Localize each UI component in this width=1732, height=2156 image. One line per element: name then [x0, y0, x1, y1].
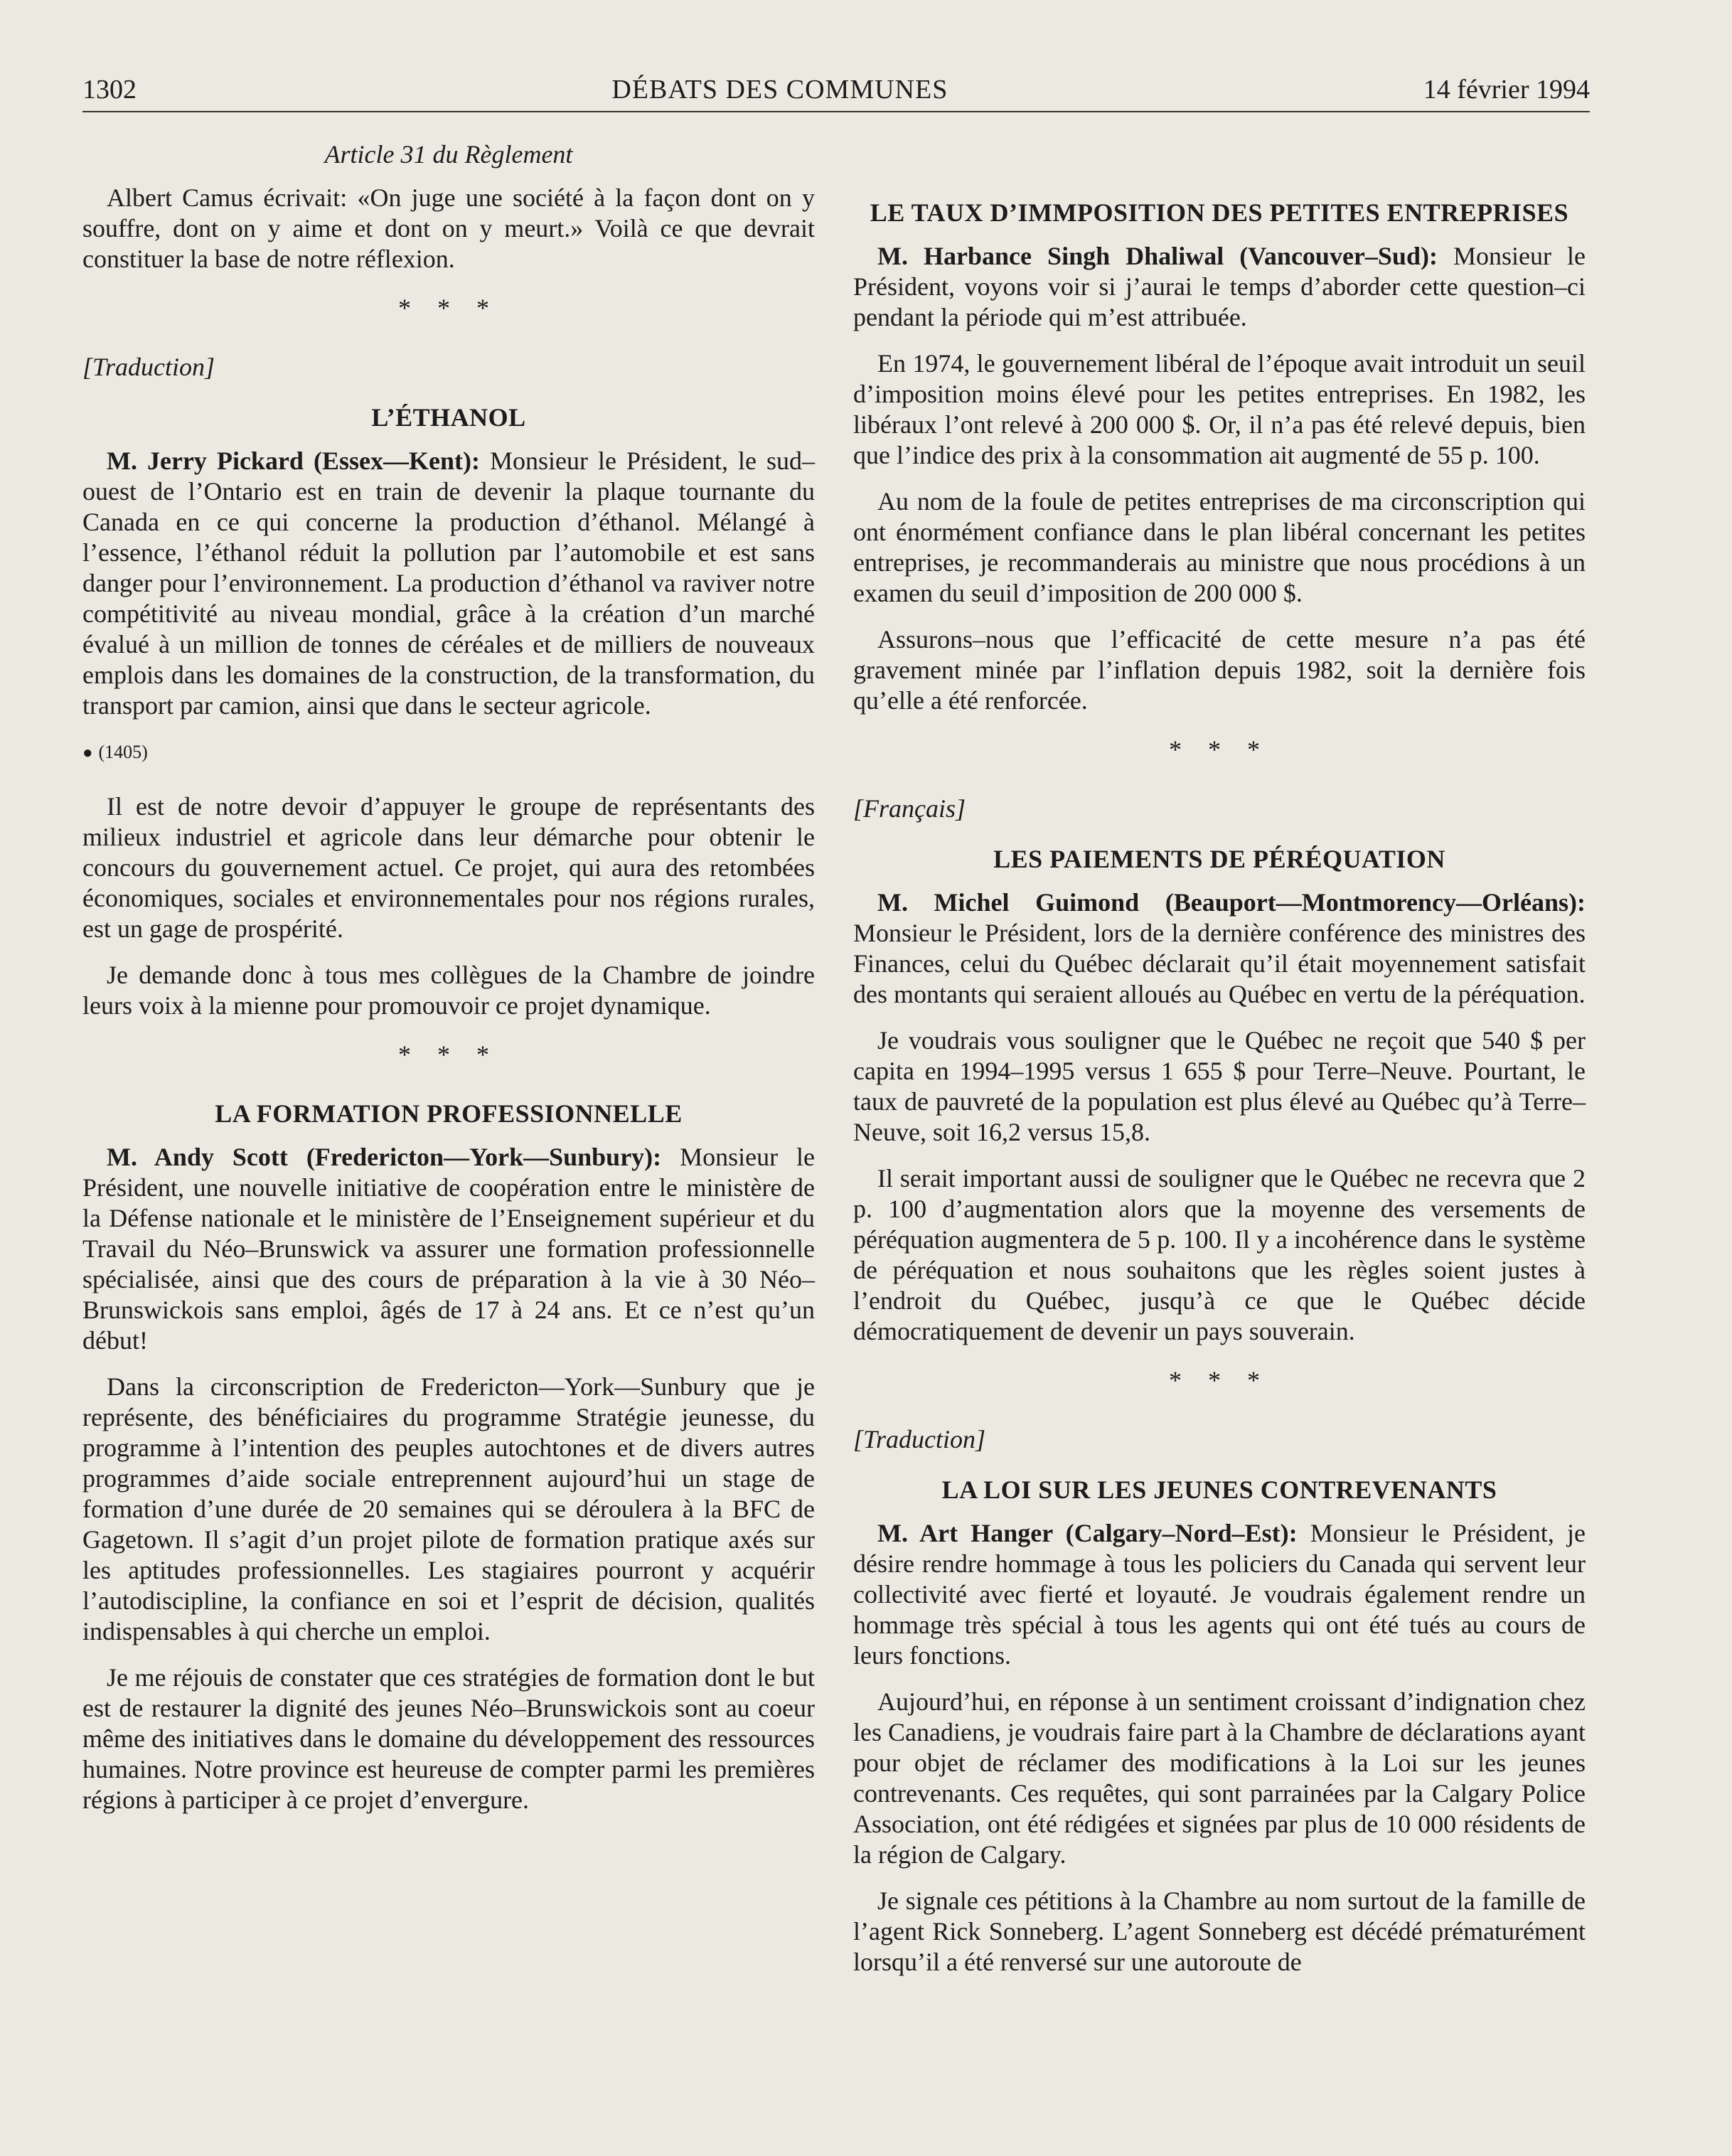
- section-separator: * * *: [398, 294, 499, 322]
- speaker-name: M. Jerry Pickard (Essex—Kent):: [107, 447, 480, 475]
- section-separator: * * *: [1169, 735, 1270, 764]
- page-number: 1302: [82, 75, 137, 105]
- paragraph: Au nom de la foule de petites entreprises de ma circonscription qui ont énormément confiance dans le plan libéral concernant les petites entreprises, je recommanderais au ministre que nous procédions à un examen du seuil d’imposition de 200 000 $.: [853, 487, 1586, 607]
- paragraph: Je signale ces pétitions à la Chambre au nom surtout de la famille de l’agent Rick Sonneberg. L’agent Sonneberg est décédé prématurément lorsqu’il a été renversé sur une autoroute de: [853, 1886, 1586, 1976]
- rule-label: Article 31 du Règlement: [324, 140, 573, 169]
- paragraph: Dans la circonscription de Fredericton—York—Sunbury que je représente, des bénéficiaires du programme Stratégie jeunesse, du programme à l’intention des peuples autochtones et de divers autres programmes d’aide sociale entreprennent aujourd’hui un stage de formation d’une durée de 20 semaines qui se déroulera à la BFC de Gagetown. Il s’agit d’un projet pilote de formation pratique axés sur les aptitudes professionnelles. Les stagiaires pourront y acquérir l’autodiscipline, la confiance en soi et l’esprit de décision, qualités indispensables à qui cherche un emploi.: [82, 1372, 815, 1645]
- statement-text: Monsieur le Président, je désire rendre hommage à tous les policiers du Canada qui servent leur collectivité avec fierté et loyauté. Je voudrais également rendre un hommage très spécial à tous les agents qui ont été tués au cours de leurs fonctions.: [853, 1519, 1586, 1670]
- speaker-name: M. Harbance Singh Dhaliwal (Vancouver–Sud):: [877, 242, 1438, 270]
- paragraph: Assurons–nous que l’efficacité de cette mesure n’a pas été gravement minée par l’inflation depuis 1982, soit la dernière fois qu’elle a été renforcée.: [853, 625, 1586, 715]
- paragraph: [853, 1518, 1586, 1671]
- paragraph: Albert Camus écrivait: «On juge une société à la façon dont on y souffre, dont on y aime et dont on y meurt.» Voilà ce que devrait constituer la base de notre réflexion.: [82, 183, 815, 273]
- paragraph: Il est de notre devoir d’appuyer le groupe de représentants des milieux industriel et agricole dans leur démarche pour obtenir le concours du gouvernement actuel. Ce projet, qui aura des retombées économiques, sociales et environnementales pour nos régions rurales, est un gage de prospérité.: [82, 792, 815, 943]
- paragraph: [853, 241, 1586, 333]
- section-separator: * * *: [1169, 1366, 1270, 1394]
- language-note: [Français]: [853, 794, 966, 823]
- paragraph: [82, 446, 815, 721]
- section-heading: LA LOI SUR LES JEUNES CONTREVENANTS: [941, 1475, 1497, 1504]
- section-heading: LES PAIEMENTS DE PÉRÉQUATION: [993, 845, 1445, 873]
- paragraph: Je me réjouis de constater que ces stratégies de formation dont le but est de restaurer la dignité des jeunes Néo–Brunswickois sont au coeur même des initiatives dans le domaine du développement des ressources humaines. Notre province est heureuse de compter parmi les premières régions à participer à ce projet d’envergure.: [82, 1663, 815, 1814]
- bullet-icon: ●: [82, 744, 93, 762]
- section-heading: LA FORMATION PROFESSIONNELLE: [215, 1099, 683, 1128]
- publication-title: DÉBATS DES COMMUNES: [611, 75, 948, 105]
- language-note: [Traduction]: [82, 353, 215, 381]
- left-column: [82, 139, 815, 1831]
- paragraph: Je voudrais vous souligner que le Québec ne reçoit que 540 $ per capita en 1994–1995 versus 1 655 $ pour Terre–Neuve. Pourtant, le taux de pauvreté de la population est plus élevé au Québec qu’à Terre–Neuve, soit 16,2 versus 15,8.: [853, 1026, 1586, 1146]
- statement-text: Monsieur le Président, le sud–ouest de l’Ontario est en train de devenir la plaque tournante du Canada en ce qui concerne la production d’éthanol. Mélangé à l’essence, l’éthanol réduit la pollution par l’automobile et est sans danger pour l’environnement. La production d’éthanol va raviver notre compétitivité au niveau mondial, grâce à la création d’un marché évalué à un million de tonnes de céréales et de milliers de nouveaux emplois dans les domaines de la construction, de la transformation, du transport par camion, ainsi que dans le secteur agricole.: [82, 447, 815, 720]
- statement-text: Monsieur le Président, lors de la dernière conférence des ministres des Finances, celui du Québec déclarait qu’il était moyennement satisfait des montants qui seraient alloués au Québec en vertu de la péréquation.: [853, 919, 1586, 1008]
- speaker-name: M. Art Hanger (Calgary–Nord–Est):: [877, 1519, 1298, 1547]
- language-note: [Traduction]: [853, 1425, 986, 1453]
- section-separator: * * *: [398, 1040, 499, 1069]
- paragraph: Il serait important aussi de souligner que le Québec ne recevra que 2 p. 100 d’augmentation alors que la moyenne des versements de péréquation augmentera de 5 p. 100. Il y a incohérence dans le système de péréquation et nous souhaitons que les règles soient justes à l’endroit du Québec, jusqu’à ce que le Québec décide démocratiquement de devenir un pays souverain.: [853, 1164, 1586, 1345]
- publication-date: 14 février 1994: [1423, 75, 1590, 105]
- statement-text: Monsieur le Président, une nouvelle initiative de coopération entre le ministère de la Défense nationale et le ministère de l’Enseignement supérieur et du Travail du Néo–Brunswick va assurer une formation professionnelle spécialisée, ainsi que des cours de préparation à la vie à 30 Néo–Brunswickois sans emploi, âgés de 17 à 24 ans. Et ce n’est qu’un début!: [82, 1143, 815, 1355]
- paragraph: [82, 1142, 815, 1356]
- paragraph: [853, 887, 1586, 1010]
- section-heading: L’ÉTHANOL: [371, 403, 526, 432]
- section-heading: LE TAUX D’IMMPOSITION DES PETITES ENTREPRISES: [870, 198, 1569, 227]
- running-head: [82, 73, 1590, 112]
- paragraph: Je demande donc à tous mes collègues de la Chambre de joindre leurs voix à la mienne pour promouvoir ce projet dynamique.: [82, 961, 815, 1020]
- time-text: (1405): [98, 742, 148, 762]
- right-column: [853, 139, 1586, 1993]
- speaker-name: M. Andy Scott (Fredericton—York—Sunbury):: [107, 1143, 662, 1171]
- paragraph: Aujourd’hui, en réponse à un sentiment croissant d’indignation chez les Canadiens, je voudrais faire part à la Chambre de déclarations ayant pour objet de réclamer des modifications à la Loi sur les jeunes contrevenants. Ces requêtes, qui sont parrainées par la Calgary Police Association, ont été rédigées et signées par plus de 10 000 résidents de la région de Calgary.: [853, 1687, 1586, 1869]
- statement-text: Monsieur le Président, voyons voir si j’aurai le temps d’aborder cette question–ci pendant la période qui m’est attribuée.: [853, 242, 1586, 331]
- time-marker: [82, 737, 815, 769]
- speaker-name: M. Michel Guimond (Beauport—Montmorency—Orléans):: [877, 888, 1586, 917]
- paragraph: En 1974, le gouvernement libéral de l’époque avait introduit un seuil d’imposition moins élevé pour les petites entreprises. En 1982, les libéraux l’ont relevé à 200 000 $. Or, il n’a pas été relevé depuis, bien que l’indice des prix à la consommation ait augmenté de 55 p. 100.: [853, 349, 1586, 469]
